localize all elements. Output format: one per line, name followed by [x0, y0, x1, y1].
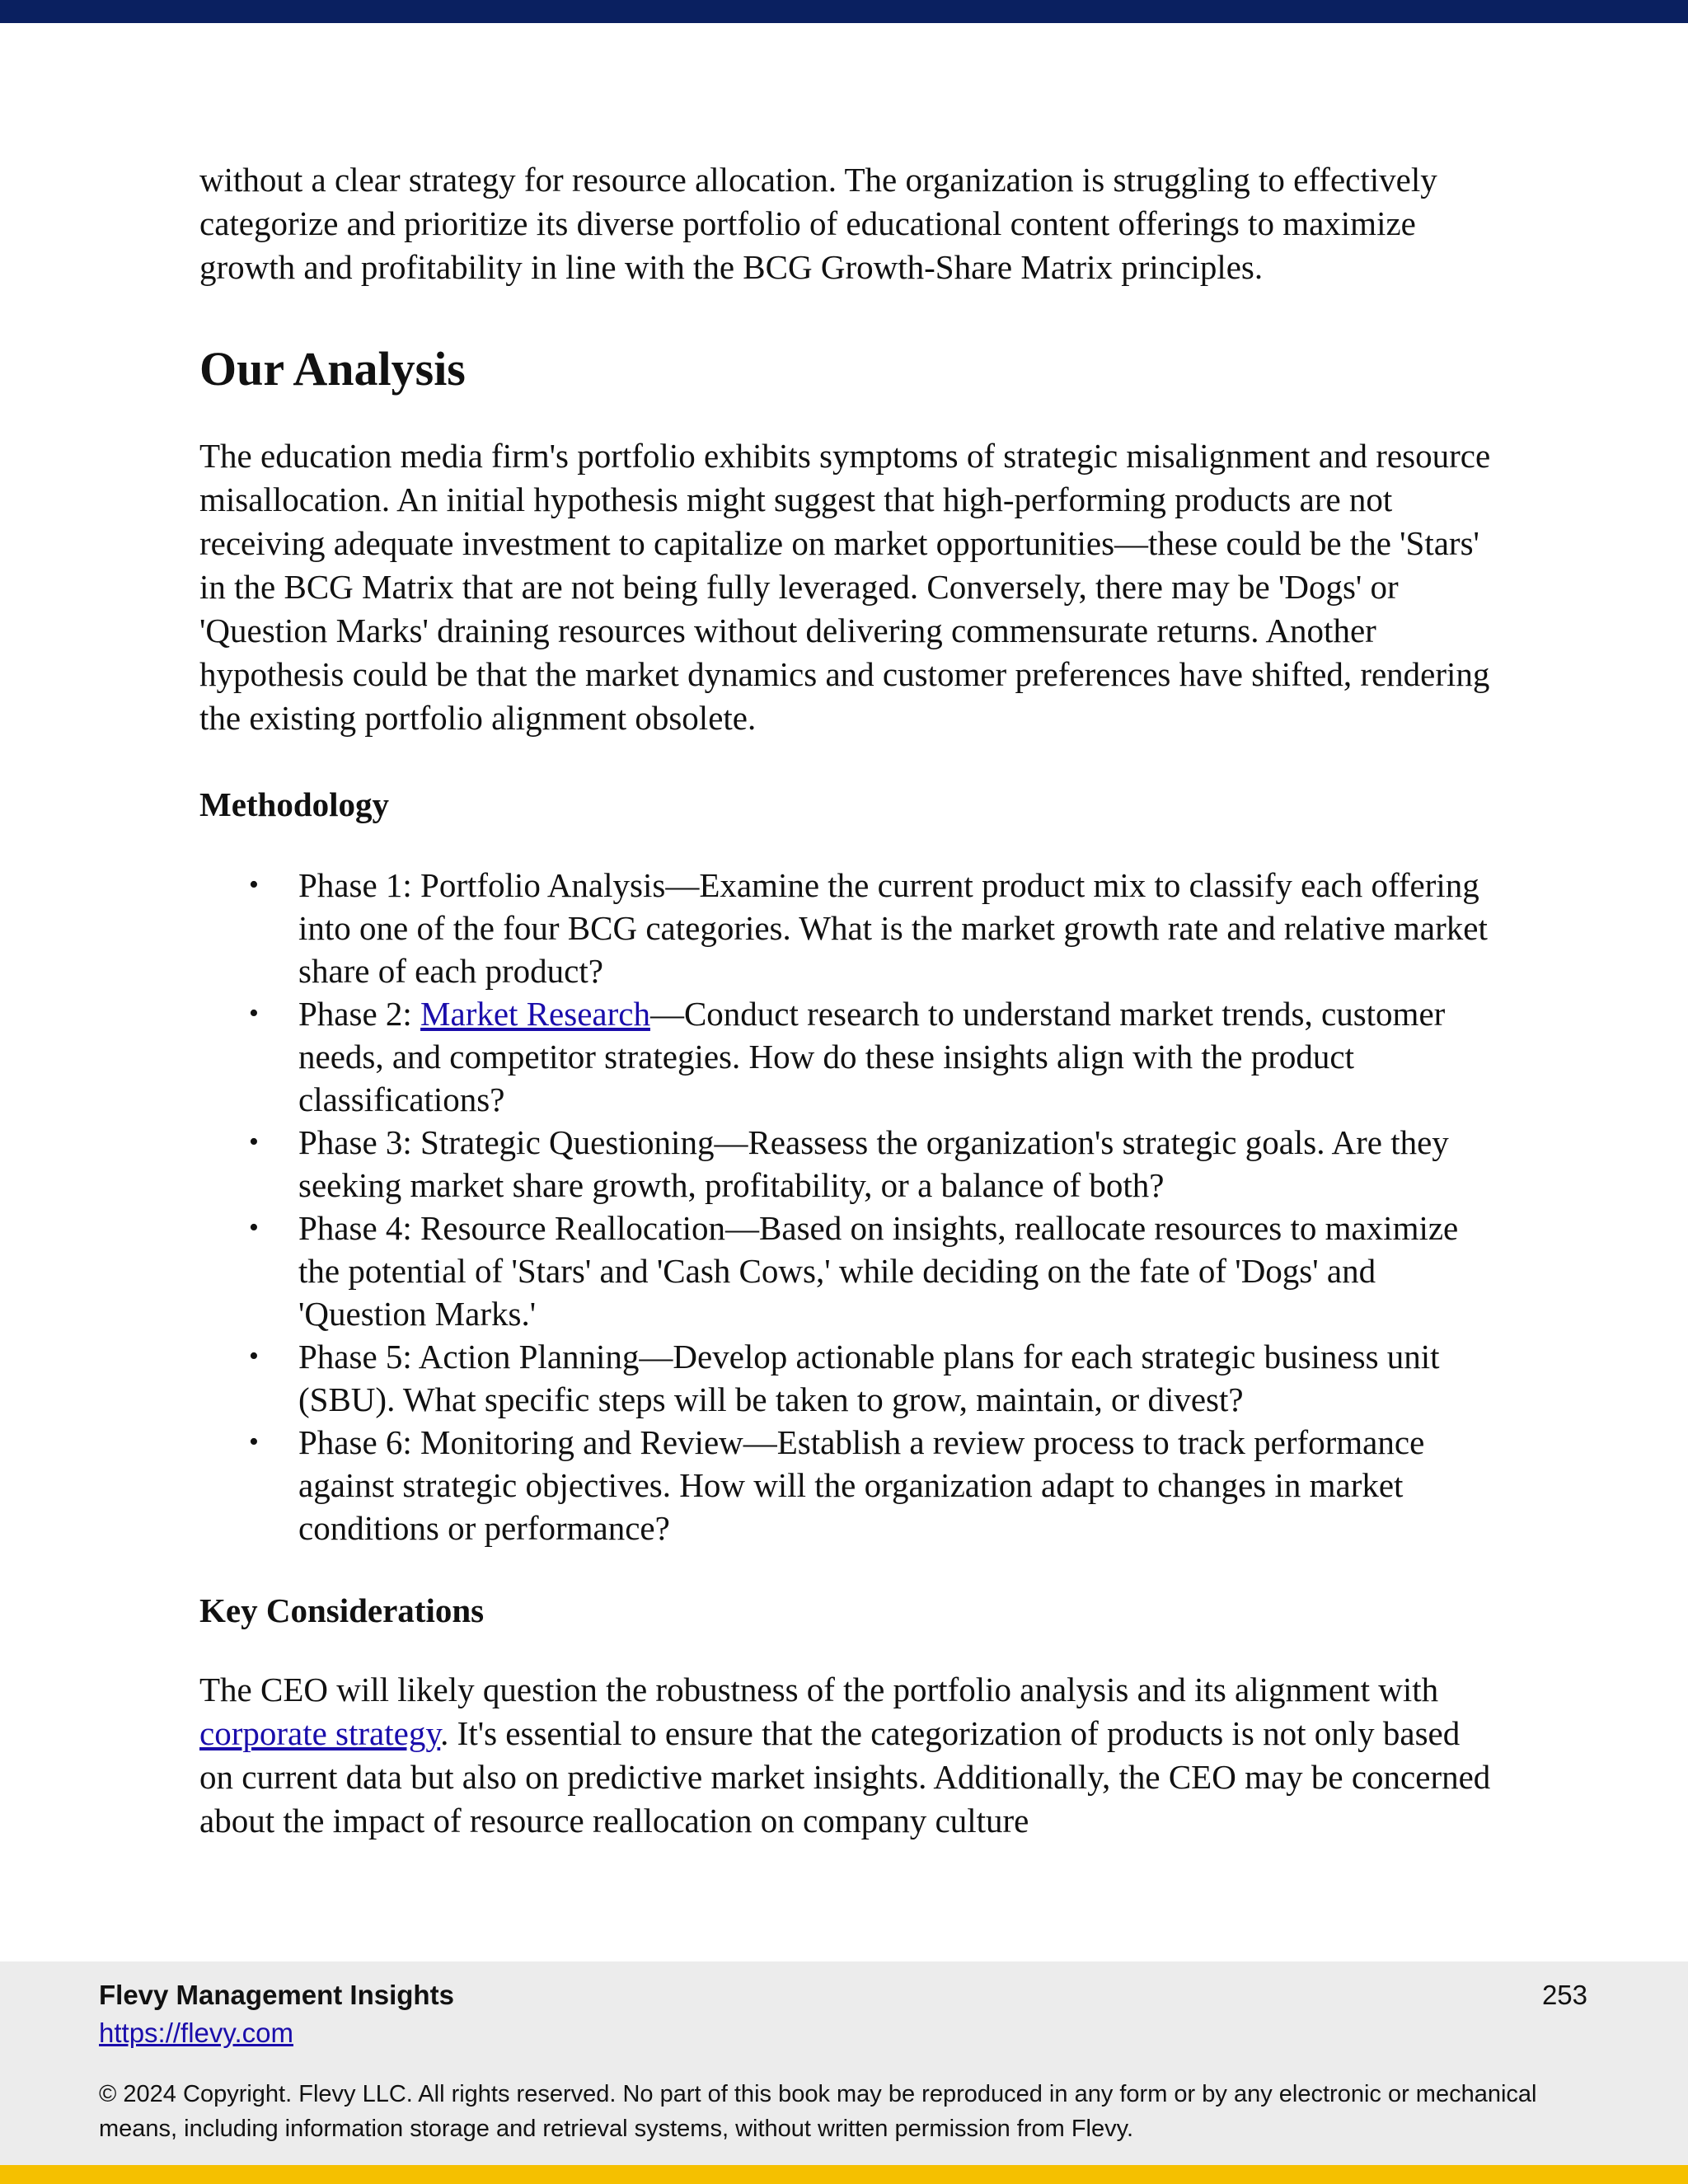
intro-paragraph: without a clear strategy for resource allocation. The organization is struggling to effectively categorize and prioritize its diverse portfolio of educational content offerings to maximize growth and profitability in line with the BCG Growth-Share Matrix principles. [199, 161, 1437, 286]
analysis-paragraph: The education media firm's portfolio exhibits symptoms of strategic misalignment and resource misallocation. An initial hypothesis might suggest that high-performing products are not receiving adequate investment to capitalize on market opportunities—these could be the 'Stars' in the BCG Matrix that are not being fully leveraged. Conversely, there may be 'Dogs' or 'Question Marks' draining resources without delivering commensurate returns. Another hypothesis could be that the market dynamics and customer preferences have shifted, rendering the existing portfolio alignment obsolete. [199, 437, 1491, 737]
subheading-methodology: Methodology [199, 785, 390, 823]
key-considerations-prefix: The CEO will likely question the robustness of the portfolio analysis and its alignment with [199, 1671, 1439, 1708]
top-accent-bar [0, 0, 1688, 23]
key-considerations-text: . It's essential to ensure that the categorization of products is not only based on current data but also on predictive market insights. Additionally, the CEO may be concerned about the impact of resource reallocation on company culture [199, 1714, 1491, 1840]
page-footer [0, 1961, 1688, 2165]
page-content [199, 158, 1502, 1843]
phase-5-item: • Phase 5: Action Planning—Develop actionable plans for each strategic business unit (SBU). What specific steps will be taken to grow, maintain, or divest? [298, 1335, 1502, 1421]
phase-4-item: • Phase 4: Resource Reallocation—Based on insights, reallocate resources to maximize the potential of 'Stars' and 'Cash Cows,' while deciding on the fate of 'Dogs' and 'Question Marks.' [298, 1207, 1502, 1335]
phase-2-prefix: Phase 2: [298, 995, 421, 1033]
bottom-accent-bar [0, 2165, 1688, 2184]
phase-2-item [298, 992, 1502, 1121]
phase-3-item: • Phase 3: Strategic Questioning—Reassess the organization's strategic goals. Are they seeking market share growth, profitability, or a balance of both? [298, 1121, 1502, 1207]
phase-2-text: —Conduct research to understand market trends, customer needs, and competitor strategies. How do these insights align with the product classifications? [298, 995, 1446, 1118]
methodology-phase-list [199, 864, 1502, 1549]
copyright-notice: © 2024 Copyright. Flevy LLC. All rights reserved. No part of this book may be reproduced in any form or by any electronic or mechanical means, including information storage and retrieval systems, without written permission from Flevy. [99, 2081, 1537, 2142]
footer-url-link[interactable]: https://flevy.com [99, 2018, 293, 2048]
key-considerations-paragraph [199, 1668, 1502, 1843]
footer-title: Flevy Management Insights [99, 1980, 454, 2010]
phase-6-item: • Phase 6: Monitoring and Review—Establish a review process to track performance against strategic objectives. How will the organization adapt to changes in market conditions or performance? [298, 1421, 1502, 1549]
corporate-strategy-link[interactable]: corporate strategy [199, 1714, 441, 1752]
phase-1-item: • Phase 1: Portfolio Analysis—Examine the current product mix to classify each offering into one of the four BCG categories. What is the market growth rate and relative market share of each product? [298, 864, 1502, 992]
subheading-key-considerations: Key Considerations [199, 1591, 485, 1629]
page-number: 253 [1541, 1980, 1587, 2010]
section-heading-our-analysis: Our Analysis [199, 342, 466, 396]
market-research-link[interactable]: Market Research [420, 995, 650, 1033]
